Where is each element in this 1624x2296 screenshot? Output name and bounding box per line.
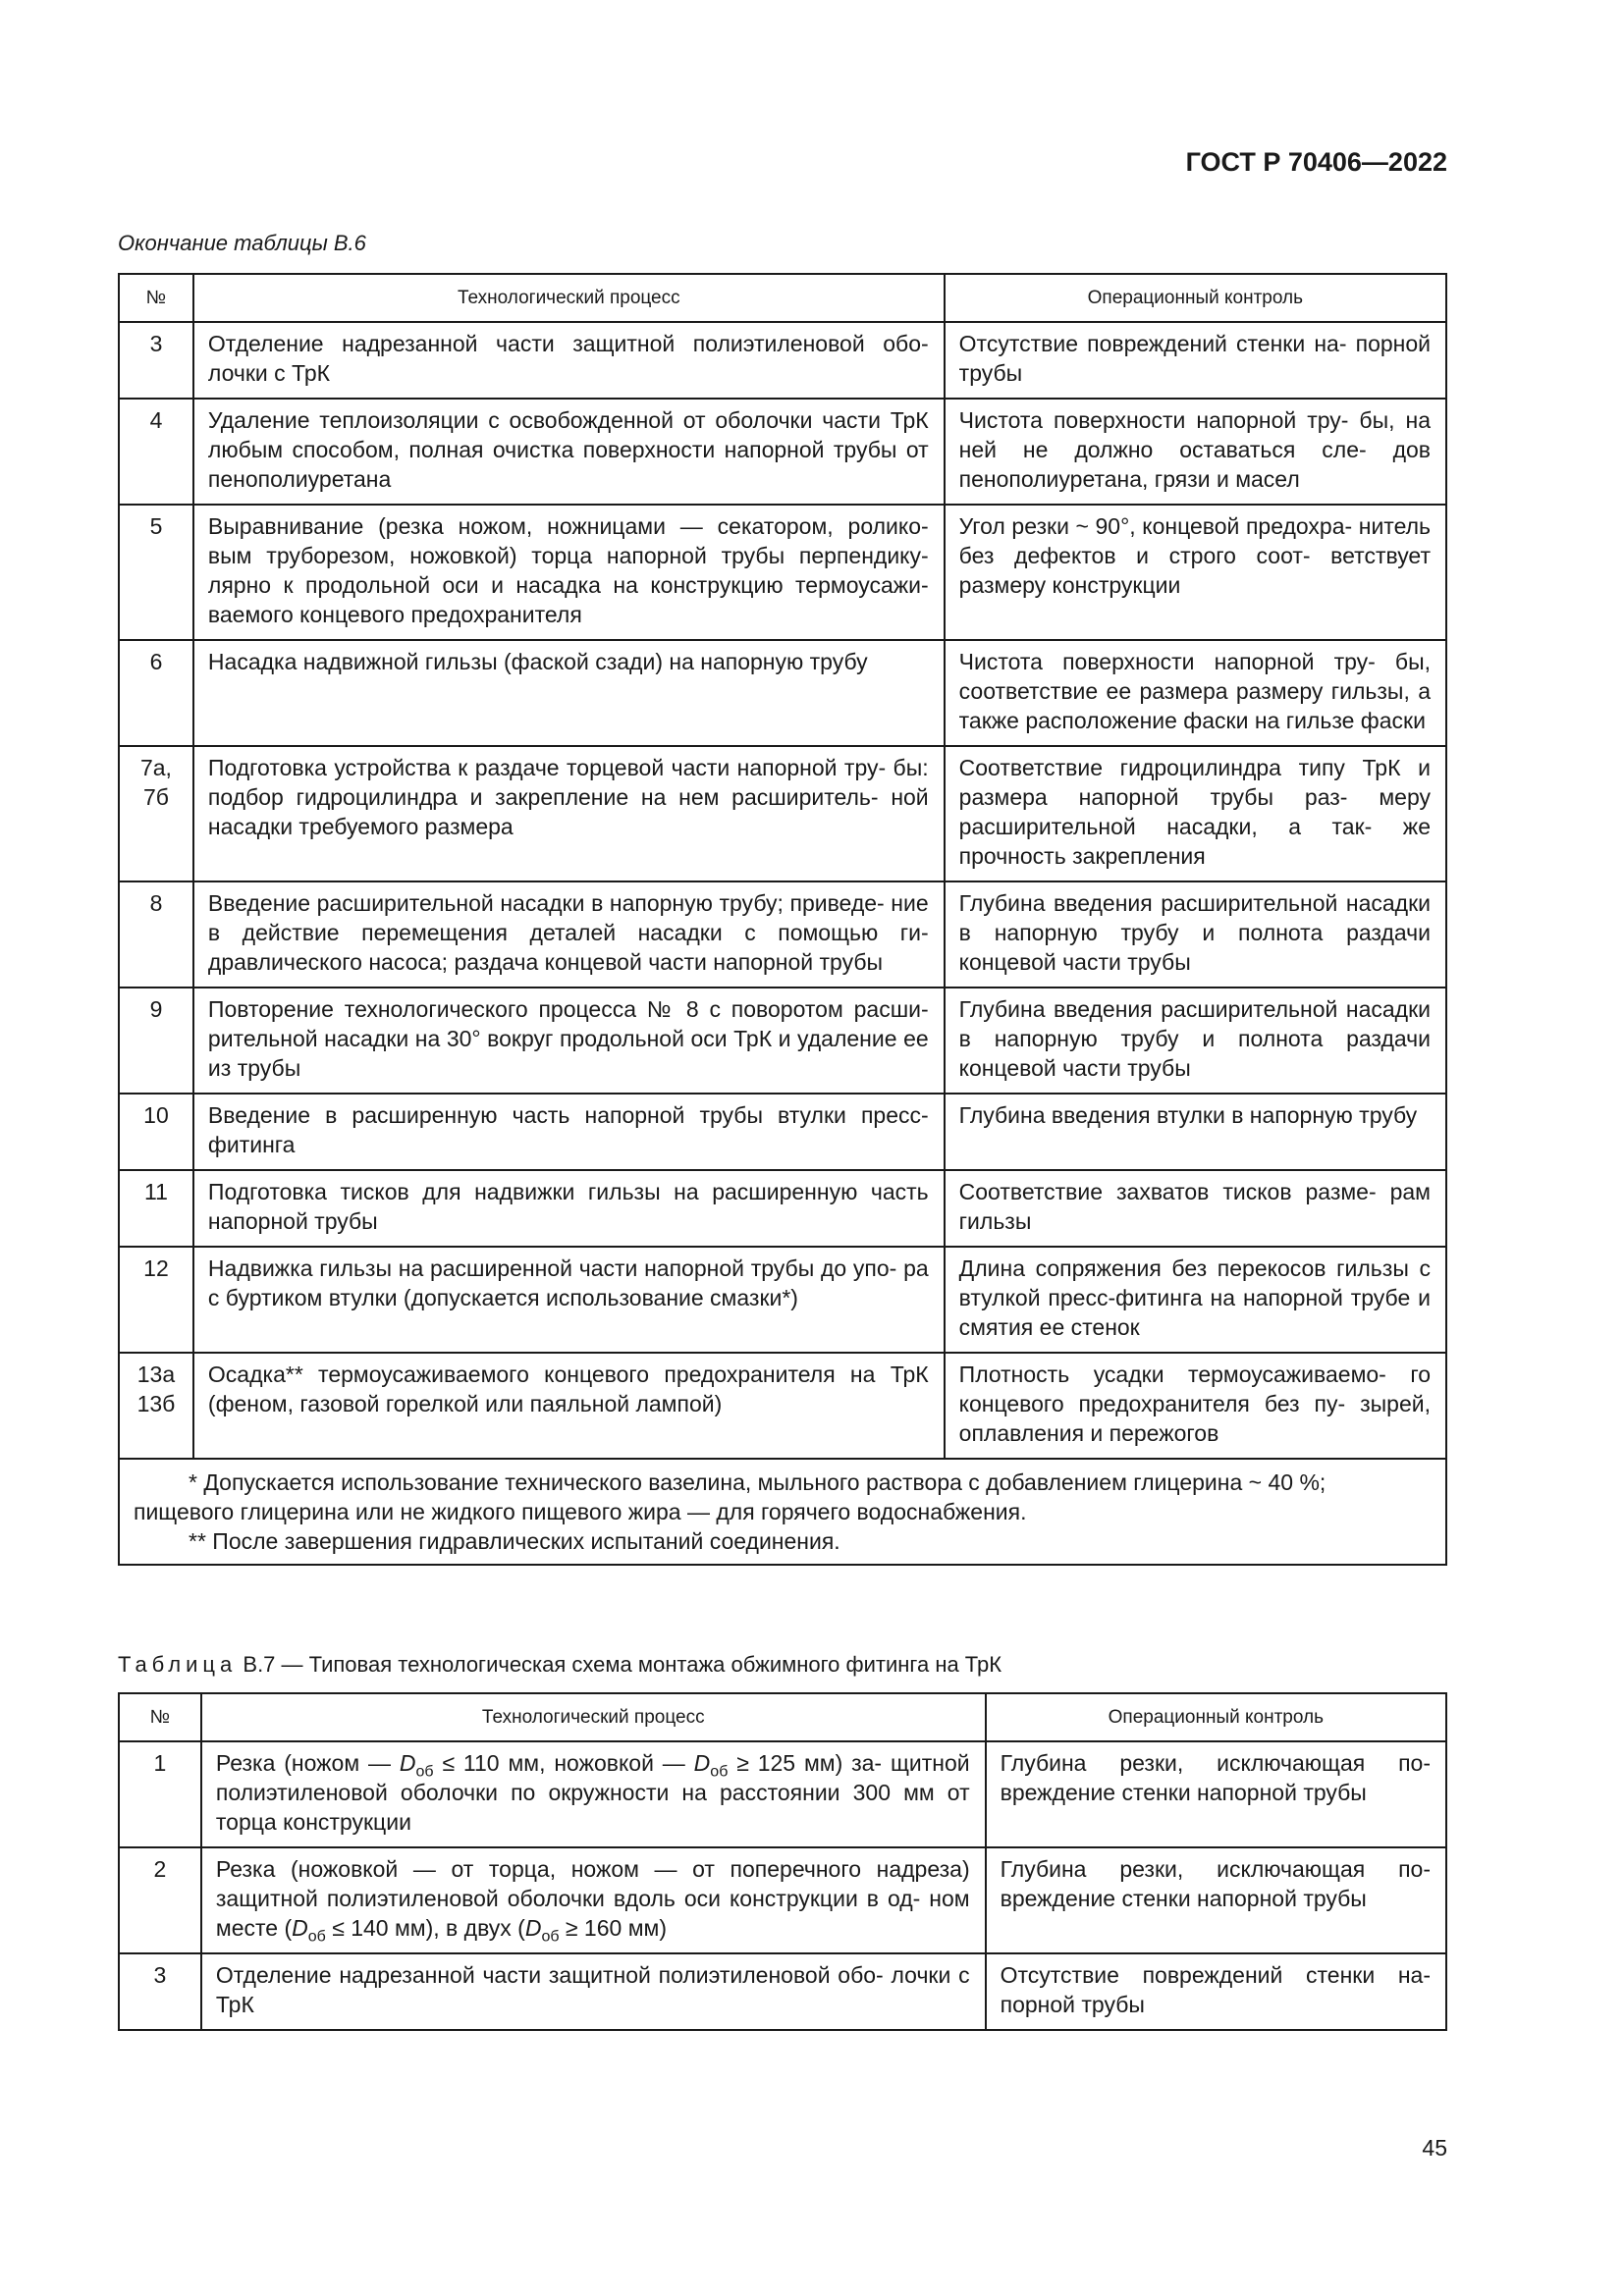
column-header-process: Технологический процесс: [193, 274, 945, 322]
row-number: 5: [119, 505, 193, 640]
row-number: 8: [119, 881, 193, 988]
row-number: 13а 13б: [119, 1353, 193, 1459]
table-row: [119, 505, 1446, 640]
row-number: 6: [119, 640, 193, 746]
table-b6-continuation-caption: Окончание таблицы В.6: [118, 231, 366, 255]
diameter-subscript: об: [541, 1928, 560, 1946]
row-number: 9: [119, 988, 193, 1094]
row-number: 12: [119, 1247, 193, 1353]
row-number: 7а, 7б: [119, 746, 193, 881]
row-control: Плотность усадки термоусаживаемо- го концевого предохранителя без пу- зырей, оплавления и пережогов: [945, 1353, 1446, 1459]
row-number: 11: [119, 1170, 193, 1247]
table-row: [119, 1847, 1446, 1953]
row-number: 1: [119, 1741, 201, 1847]
row-control: Угол резки ~ 90°, концевой предохра- нитель без дефектов и строго соот- ветствует размеру конструкции: [945, 505, 1446, 640]
diameter-symbol: D: [292, 1915, 308, 1941]
row-process: Введение в расширенную часть напорной трубы втулки пресс- фитинга: [193, 1094, 945, 1170]
row-process: Подготовка устройства к раздаче торцевой части напорной тру- бы: подбор гидроцилиндра и закрепление на нем расширитель- ной насадки требуемого размера: [193, 746, 945, 881]
row-control: Чистота поверхности напорной тру- бы, соответствие ее размера размеру гильзы, а также расположение фаски на гильзе фаски: [945, 640, 1446, 746]
process-text: ≤ 140 мм), в двух (: [325, 1915, 525, 1941]
row-control: Отсутствие повреждений стенки на- порной трубы: [945, 322, 1446, 399]
column-header-process: Технологический процесс: [201, 1693, 986, 1741]
process-text: ≥ 125 мм) за- щитной полиэтиленовой оболочки по окружности на расстоянии 300 мм от торца конструкции: [215, 1750, 970, 1835]
table-b7-caption-label: Таблица: [118, 1652, 238, 1677]
column-header-control: Операционный контроль: [945, 274, 1446, 322]
diameter-symbol: D: [524, 1915, 542, 1941]
table-b7-caption-text: В.7 — Типовая технологическая схема монтажа обжимного фитинга на ТрК: [243, 1652, 1002, 1677]
table-row: [119, 1247, 1446, 1353]
table-row: [119, 1170, 1446, 1247]
table-row: [119, 1953, 1446, 2030]
diameter-symbol: D: [693, 1750, 711, 1776]
row-number: 3: [119, 322, 193, 399]
row-number: 10: [119, 1094, 193, 1170]
footnote-2: ** После завершения гидравлических испытаний соединения.: [189, 1528, 840, 1554]
row-process: Насадка надвижной гильзы (фаской сзади) на напорную трубу: [193, 640, 945, 746]
table-row: [119, 881, 1446, 988]
diameter-subscript: об: [307, 1928, 326, 1946]
row-process: Надвижка гильзы на расширенной части напорной трубы до упо- ра с буртиком втулки (допускается использование смазки*): [193, 1247, 945, 1353]
table-row: [119, 1353, 1446, 1459]
process-text: ≥ 160 мм): [559, 1915, 667, 1941]
diameter-subscript: об: [415, 1763, 434, 1781]
table-b7: [118, 1692, 1447, 2031]
table-row: [119, 1741, 1446, 1847]
row-control: Соответствие гидроцилиндра типу ТрК и размера напорной трубы раз- меру расширительной насадки, а так- же прочность закрепления: [945, 746, 1446, 881]
table-b6: [118, 273, 1447, 1566]
footnote-row: [119, 1459, 1446, 1565]
row-number: 4: [119, 399, 193, 505]
table-row: [119, 399, 1446, 505]
table-header-row: [119, 1693, 1446, 1741]
table-row: [119, 640, 1446, 746]
row-control: Отсутствие повреждений стенки на- порной трубы: [986, 1953, 1446, 2030]
row-number: 3: [119, 1953, 201, 2030]
footnote-1: * Допускается использование технического вазелина, мыльного раствора с добавлением глицерина ~ 40 %; пищевого глицерина или не жидкого пищевого жира — для горячего водоснабжения.: [134, 1469, 1326, 1524]
column-header-number: №: [119, 274, 193, 322]
table-b7-caption: [118, 1652, 1001, 1678]
row-process: Отделение надрезанной части защитной полиэтиленовой обо- лочки с ТрК: [201, 1953, 986, 2030]
process-text: Резка (ножом —: [215, 1750, 400, 1776]
diameter-symbol: D: [399, 1750, 416, 1776]
table-row: [119, 322, 1446, 399]
row-control: Соответствие захватов тисков разме- рам гильзы: [945, 1170, 1446, 1247]
row-process: Удаление теплоизоляции с освобожденной от оболочки части ТрК любым способом, полная очистка поверхности напорной трубы от пенополиуретана: [193, 399, 945, 505]
row-control: Чистота поверхности напорной тру- бы, на ней не должно оставаться сле- дов пенополиуретана, грязи и масел: [945, 399, 1446, 505]
row-control: Длина сопряжения без перекосов гильзы с втулкой пресс-фитинга на напорной трубе и смятия ее стенок: [945, 1247, 1446, 1353]
table-row: [119, 1094, 1446, 1170]
row-process: [201, 1741, 986, 1847]
row-process: Отделение надрезанной части защитной полиэтиленовой обо- лочки с ТрК: [193, 322, 945, 399]
row-process: [201, 1847, 986, 1953]
table-row: [119, 746, 1446, 881]
column-header-control: Операционный контроль: [986, 1693, 1446, 1741]
document-code: ГОСТ Р 70406—2022: [1185, 147, 1447, 177]
table-header-row: [119, 274, 1446, 322]
table-row: [119, 988, 1446, 1094]
row-control: Глубина резки, исключающая по- вреждение стенки напорной трубы: [986, 1741, 1446, 1847]
row-control: Глубина введения втулки в напорную трубу: [945, 1094, 1446, 1170]
process-text: Резка (ножовкой — от торца, ножом — от поперечного надреза) защитной полиэтиленовой оболочки вдоль оси конструкции в од- ном месте (: [215, 1856, 970, 1941]
diameter-subscript: об: [710, 1763, 729, 1781]
column-header-number: №: [119, 1693, 201, 1741]
row-control: Глубина введения расширительной насадки в напорную трубу и полнота раздачи концевой части трубы: [945, 988, 1446, 1094]
process-text: ≤ 110 мм, ножовкой —: [433, 1750, 694, 1776]
row-process: Подготовка тисков для надвижки гильзы на расширенную часть напорной трубы: [193, 1170, 945, 1247]
row-control: Глубина резки, исключающая по- вреждение стенки напорной трубы: [986, 1847, 1446, 1953]
footnotes: [119, 1459, 1446, 1565]
row-control: Глубина введения расширительной насадки в напорную трубу и полнота раздачи концевой части трубы: [945, 881, 1446, 988]
row-process: Осадка** термоусаживаемого концевого предохранителя на ТрК (феном, газовой горелкой или паяльной лампой): [193, 1353, 945, 1459]
row-process: Выравнивание (резка ножом, ножницами — секатором, ролико- вым труборезом, ножовкой) торца напорной трубы перпендику- лярно к продольной оси и насадка на конструкцию термоусажи- ваемого концевого предохранителя: [193, 505, 945, 640]
row-process: Введение расширительной насадки в напорную трубу; приведе- ние в действие перемещения деталей насадки с помощью ги- дравлического насоса; раздача концевой части напорной трубы: [193, 881, 945, 988]
row-number: 2: [119, 1847, 201, 1953]
row-process: Повторение технологического процесса № 8 с поворотом расши- рительной насадки на 30° вокруг продольной оси ТрК и удаление ее из трубы: [193, 988, 945, 1094]
page-number: 45: [1422, 2135, 1447, 2161]
